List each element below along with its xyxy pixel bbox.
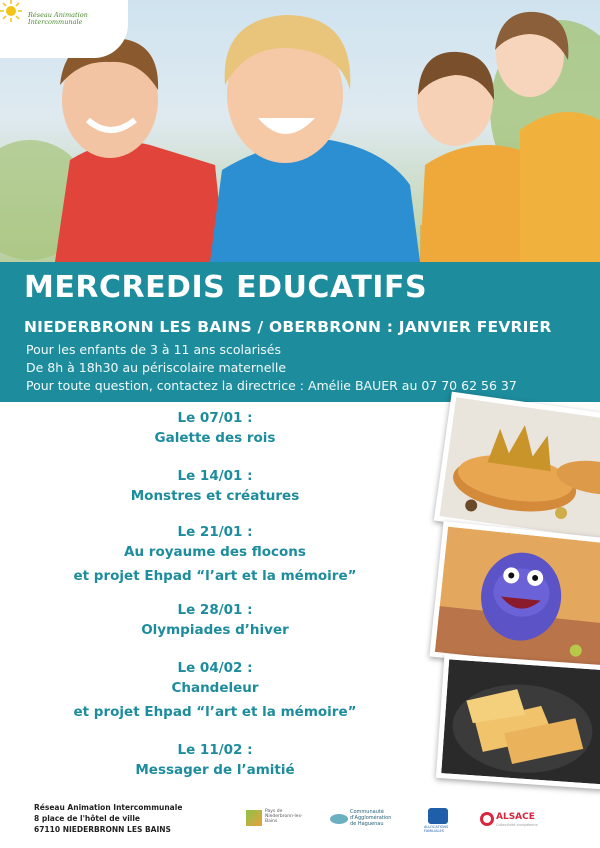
contact-info: Pour toute question, contactez la directrice : Amélie BAUER au 07 70 62 56 37	[26, 378, 517, 393]
footer-address	[34, 802, 182, 835]
event-item	[0, 522, 430, 586]
event-date: Le 28/01 :	[177, 602, 253, 618]
event-title: Olympiades d’hiver	[141, 622, 289, 638]
logo-text: Réseau Animation Intercommunale	[28, 11, 88, 26]
age-info: Pour les enfants de 3 à 11 ans scolarisés	[26, 342, 282, 357]
event-item	[0, 600, 430, 640]
event-date: Le 21/01 :	[177, 524, 253, 540]
monster-photo	[429, 521, 600, 675]
page-title: MERCREDIS EDUCATIFS	[24, 270, 428, 305]
crepes-image	[441, 659, 600, 784]
sun-icon	[0, 0, 22, 22]
event-date: Le 04/02 :	[177, 660, 253, 676]
address-street: 8 place de l'hôtel de ville	[34, 814, 141, 823]
event-item	[0, 466, 430, 506]
event-title: Galette des rois	[154, 430, 276, 446]
agglo-haguenau-logo: Communauté d'Agglomération de Haguenau	[330, 808, 396, 832]
info-banner	[0, 262, 600, 402]
address-name: Réseau Animation Intercommunale	[34, 803, 183, 812]
logo-badge	[0, 0, 128, 58]
event-date: Le 11/02 :	[177, 742, 253, 758]
crepes-photo	[436, 654, 600, 790]
alsace-logo: ALSACE Collectivité européenne	[480, 808, 548, 832]
pays-niederbronn-logo: Pays de Niederbronn-les-Bains	[246, 808, 306, 832]
page-subtitle: NIEDERBRONN LES BAINS / OBERBRONN : JANVIER FEVRIER	[24, 318, 552, 336]
event-title: Monstres et créatures	[130, 488, 300, 504]
event-title: Au royaume des flocons	[124, 544, 306, 560]
caf-logo: ALLOCATIONS FAMILIALES	[424, 808, 452, 832]
hero-photo	[0, 0, 600, 262]
event-title: Chandeleur	[171, 680, 259, 696]
event-item	[0, 658, 430, 722]
event-date: Le 14/01 :	[177, 468, 253, 484]
galette-photo	[434, 392, 600, 545]
event-date: Le 07/01 :	[177, 410, 253, 426]
hours-info: De 8h à 18h30 au périscolaire maternelle	[26, 360, 287, 375]
alsace-logo-icon	[480, 812, 494, 826]
address-city: 67110 NIEDERBRONN LES BAINS	[34, 825, 171, 834]
pays-logo-icon	[246, 810, 262, 826]
event-subtitle: et projet Ehpad “l’art et la mémoire”	[73, 704, 357, 720]
agglo-logo-icon	[330, 814, 348, 824]
caf-logo-icon	[428, 808, 448, 824]
monster-image	[435, 527, 600, 670]
event-subtitle: et projet Ehpad “l’art et la mémoire”	[73, 568, 357, 584]
event-item	[0, 408, 430, 448]
event-item	[0, 740, 430, 780]
event-title: Messager de l’amitié	[135, 762, 295, 778]
galette-image	[439, 397, 600, 538]
